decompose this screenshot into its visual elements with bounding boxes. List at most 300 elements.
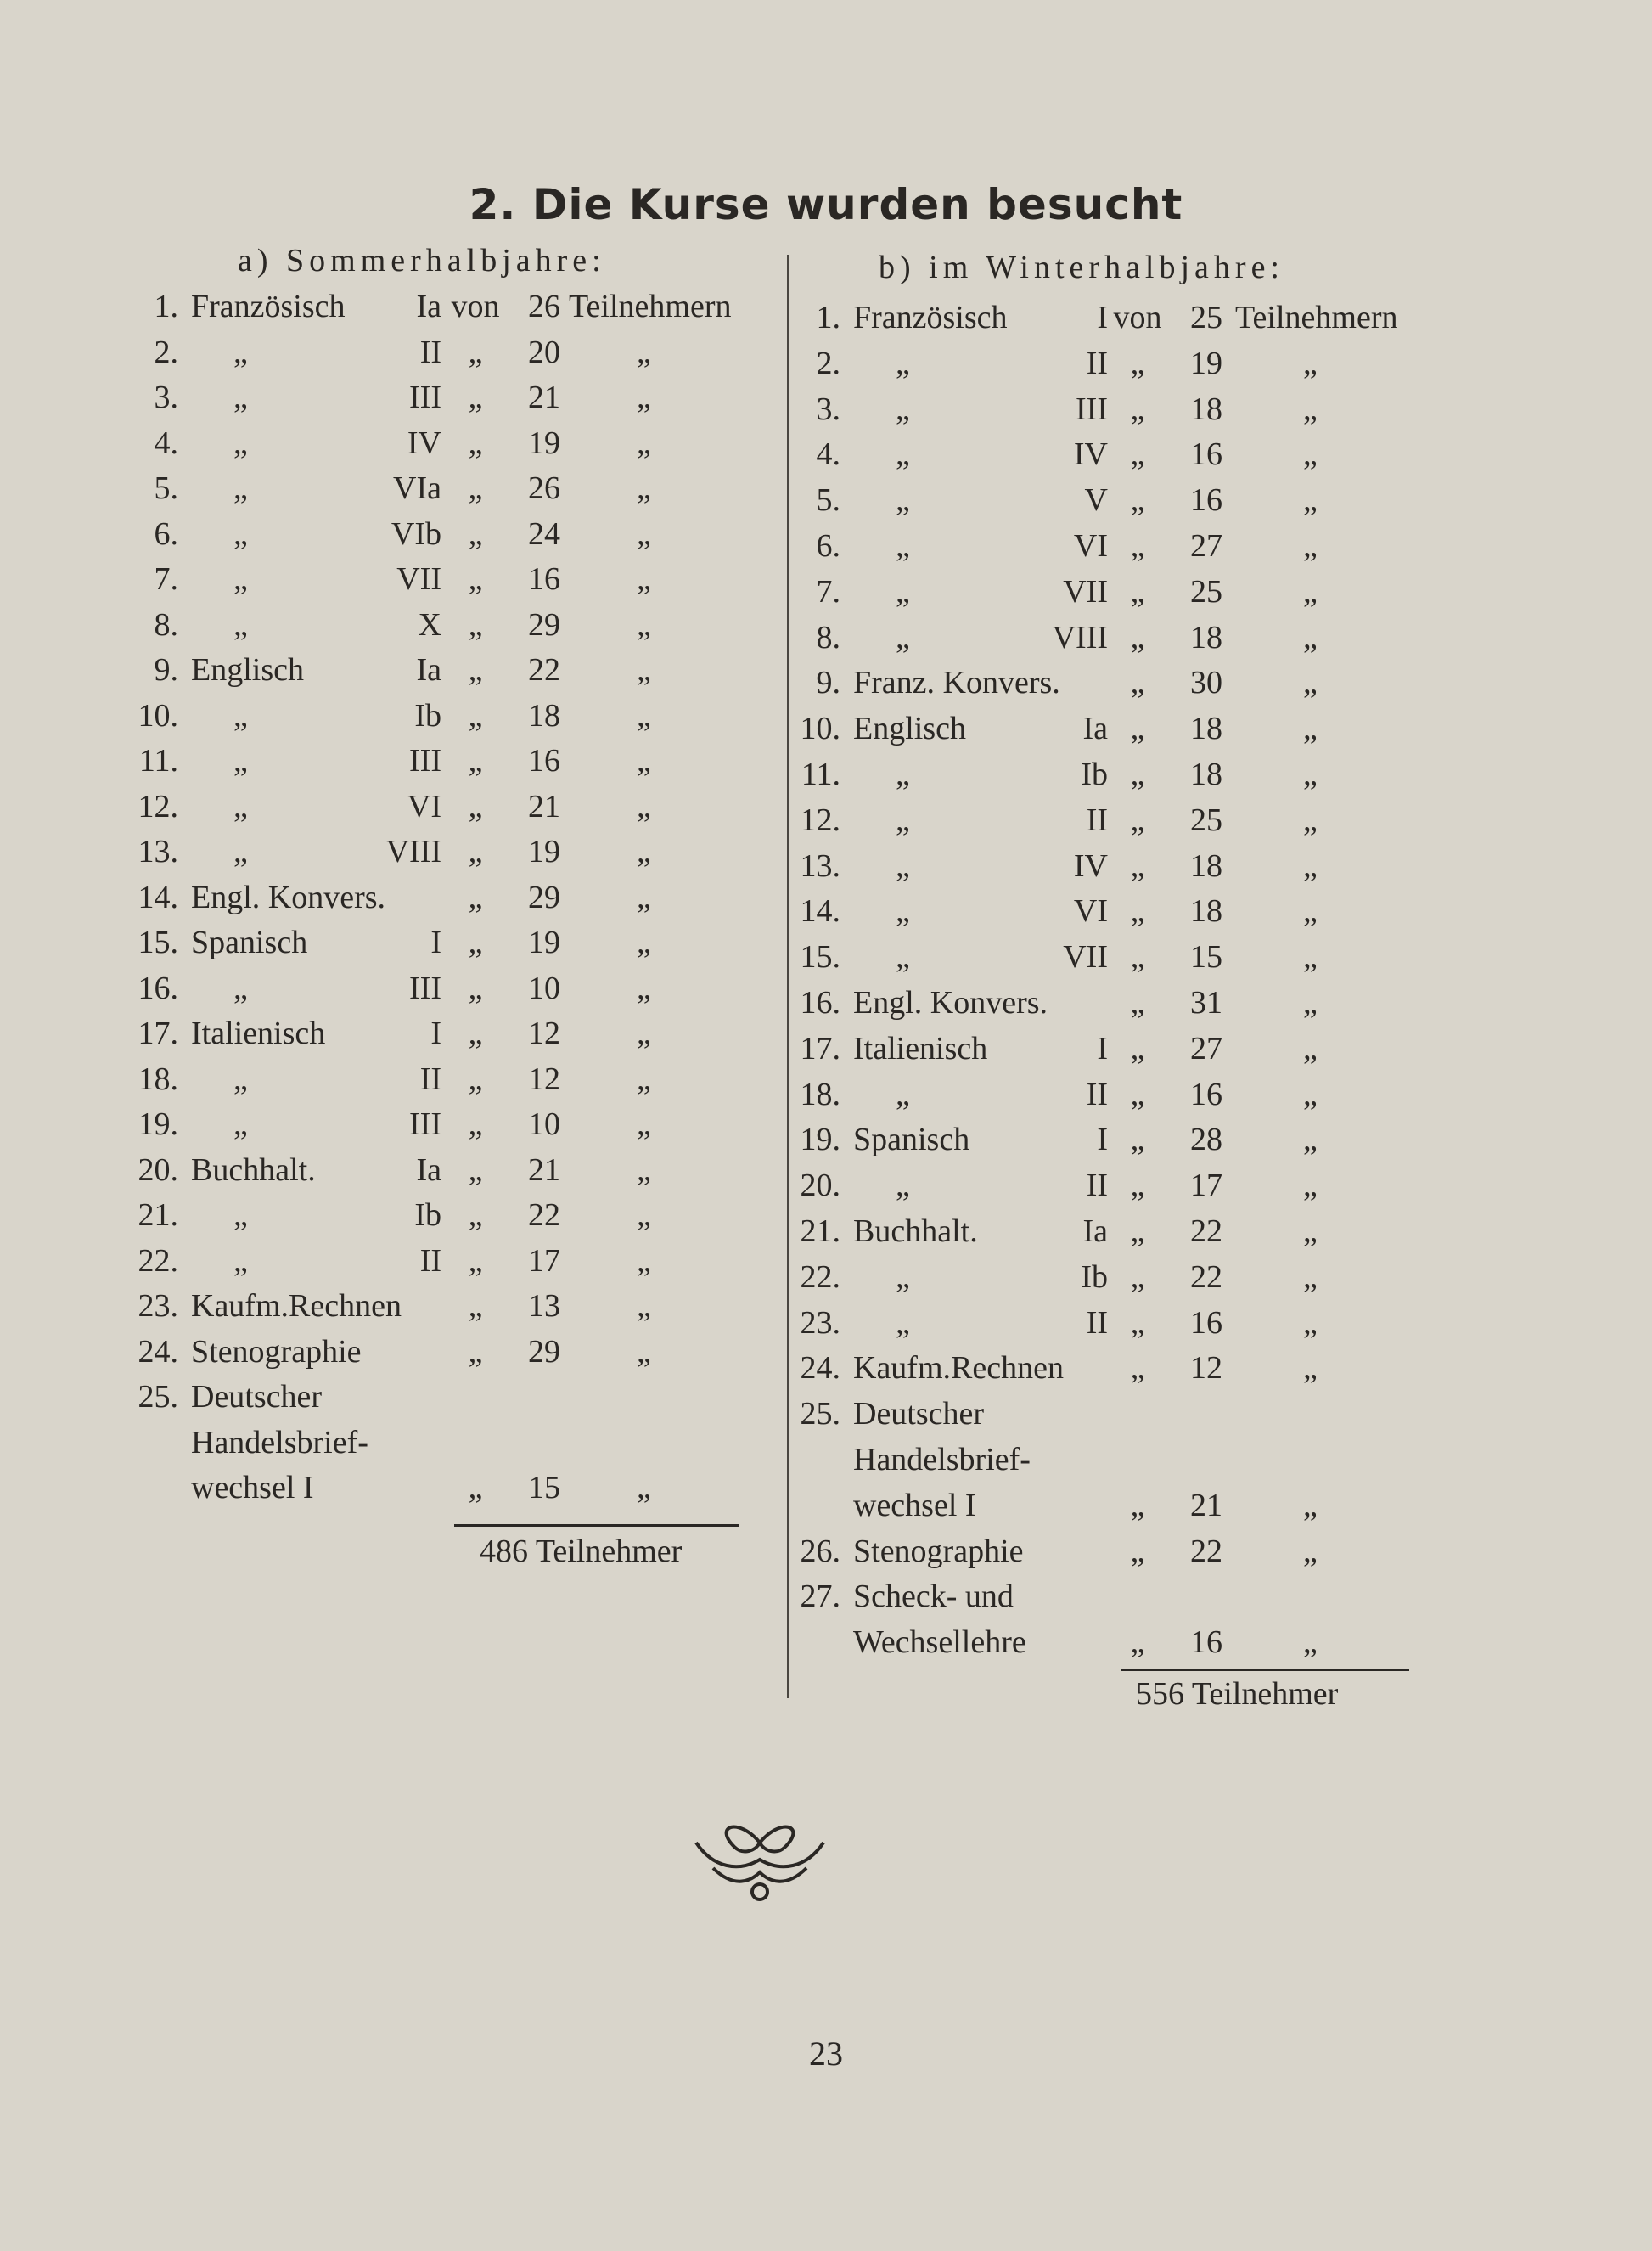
course-name: Spanisch bbox=[853, 1122, 970, 1158]
table-row bbox=[119, 830, 764, 874]
participant-count: 25 bbox=[1190, 802, 1222, 838]
course-level: III bbox=[409, 743, 441, 779]
course-name: „ bbox=[896, 345, 910, 381]
participant-count: 20 bbox=[528, 334, 560, 370]
unit-label: „ bbox=[1303, 391, 1318, 427]
participant-count: 22 bbox=[528, 652, 560, 688]
separator: „ bbox=[468, 743, 483, 779]
unit-label: „ bbox=[1303, 757, 1318, 792]
unit-label: „ bbox=[1303, 985, 1318, 1021]
unit-label: „ bbox=[1303, 1350, 1318, 1387]
separator: „ bbox=[1130, 1304, 1145, 1341]
separator: „ bbox=[1130, 1168, 1145, 1204]
separator: „ bbox=[468, 1288, 483, 1324]
separator: „ bbox=[1130, 1213, 1145, 1249]
participant-count: 16 bbox=[528, 561, 560, 597]
course-name: „ bbox=[233, 334, 248, 370]
table-row bbox=[781, 295, 1426, 340]
course-level: I bbox=[1097, 1122, 1108, 1158]
course-level: II bbox=[1086, 802, 1108, 838]
row-number: 2. bbox=[154, 334, 178, 370]
separator: „ bbox=[468, 925, 483, 960]
separator: „ bbox=[1130, 1030, 1145, 1066]
course-name: Engl. Konvers. bbox=[853, 985, 1048, 1021]
course-level: Ia bbox=[1082, 711, 1108, 747]
participant-count: 18 bbox=[1190, 619, 1222, 656]
separator: „ bbox=[1130, 436, 1145, 473]
separator: „ bbox=[468, 425, 483, 461]
separator: „ bbox=[468, 1333, 483, 1370]
participant-count: 29 bbox=[528, 879, 560, 915]
course-level: III bbox=[409, 970, 441, 1006]
course-level: IV bbox=[407, 425, 441, 461]
course-level: VIII bbox=[1052, 619, 1108, 656]
unit-label: „ bbox=[1303, 939, 1318, 976]
separator: „ bbox=[468, 834, 483, 869]
table-row bbox=[781, 981, 1426, 1025]
table-row bbox=[119, 512, 764, 556]
table-row bbox=[119, 1011, 764, 1055]
separator: „ bbox=[468, 697, 483, 734]
course-level: VI bbox=[1073, 893, 1108, 930]
course-level: Ia bbox=[416, 289, 441, 324]
participant-count: 21 bbox=[528, 380, 560, 415]
course-name: „ bbox=[233, 788, 248, 824]
table-row bbox=[119, 875, 764, 920]
row-number: 5. bbox=[154, 470, 178, 506]
participant-count: 30 bbox=[1190, 665, 1222, 701]
row-number: 22. bbox=[800, 1258, 840, 1295]
participant-count: 16 bbox=[1190, 436, 1222, 473]
participant-count: 13 bbox=[528, 1288, 560, 1324]
participant-count: 15 bbox=[1190, 939, 1222, 976]
table-row bbox=[781, 570, 1426, 614]
separator: „ bbox=[1130, 711, 1145, 747]
row-number: 8. bbox=[816, 619, 840, 656]
separator: „ bbox=[1130, 1533, 1145, 1569]
course-name: Kaufm.Rechnen bbox=[853, 1350, 1064, 1387]
separator: „ bbox=[468, 1061, 483, 1097]
course-name: Französisch bbox=[853, 300, 1008, 335]
course-level: III bbox=[409, 380, 441, 415]
row-number: 11. bbox=[138, 743, 178, 779]
course-level: Ia bbox=[1082, 1213, 1108, 1249]
table-row bbox=[781, 1620, 1426, 1664]
table-row bbox=[781, 432, 1426, 476]
table-row bbox=[781, 341, 1426, 385]
course-level: II bbox=[1086, 1076, 1108, 1112]
course-level: VIII bbox=[385, 834, 441, 869]
table-row bbox=[781, 798, 1426, 842]
table-row bbox=[119, 375, 764, 419]
course-name: Wechsellehre bbox=[853, 1624, 1026, 1661]
summer-column bbox=[119, 242, 764, 1601]
row-number: 1. bbox=[154, 289, 178, 324]
course-level: II bbox=[419, 1242, 441, 1279]
table-row bbox=[781, 1392, 1426, 1436]
unit-label: „ bbox=[637, 1288, 651, 1324]
row-number: 16. bbox=[800, 985, 840, 1021]
row-number: 19. bbox=[800, 1122, 840, 1158]
participant-count: 16 bbox=[528, 743, 560, 779]
row-number: 3. bbox=[154, 380, 178, 415]
page-heading: 2. Die Kurse wurden besucht bbox=[469, 180, 1183, 229]
separator: „ bbox=[468, 1197, 483, 1233]
row-number: 9. bbox=[154, 652, 178, 688]
separator: „ bbox=[468, 515, 483, 552]
table-row bbox=[781, 1117, 1426, 1162]
row-number: 17. bbox=[138, 1016, 178, 1051]
course-name: „ bbox=[896, 893, 910, 930]
course-name: „ bbox=[233, 1242, 248, 1279]
course-level: I bbox=[1097, 1030, 1108, 1066]
separator: „ bbox=[468, 470, 483, 506]
unit-label: „ bbox=[1303, 436, 1318, 473]
row-number: 20. bbox=[800, 1168, 840, 1204]
unit-label: „ bbox=[637, 561, 651, 597]
table-row bbox=[119, 1148, 764, 1192]
unit-label: „ bbox=[1303, 665, 1318, 701]
row-number: 23. bbox=[800, 1304, 840, 1341]
participant-count: 19 bbox=[528, 425, 560, 461]
table-row bbox=[119, 1421, 764, 1465]
course-level: VII bbox=[1063, 939, 1108, 976]
participant-count: 22 bbox=[1190, 1213, 1222, 1249]
row-number: 25. bbox=[138, 1379, 178, 1415]
unit-label: „ bbox=[637, 788, 651, 824]
table-row bbox=[119, 421, 764, 465]
separator: „ bbox=[468, 970, 483, 1006]
course-name: „ bbox=[896, 757, 910, 792]
table-row bbox=[781, 1072, 1426, 1117]
separator: „ bbox=[1130, 1624, 1145, 1661]
unit-label: „ bbox=[1303, 1533, 1318, 1569]
unit-label: „ bbox=[637, 743, 651, 779]
course-name: „ bbox=[896, 847, 910, 884]
separator: „ bbox=[1130, 1258, 1145, 1295]
table-row bbox=[781, 889, 1426, 933]
summer-title: a) Sommerhalbjahre: bbox=[238, 243, 606, 279]
separator: „ bbox=[1130, 1487, 1145, 1523]
table-row bbox=[781, 1529, 1426, 1573]
table-row bbox=[119, 603, 764, 647]
participant-count: 16 bbox=[1190, 1076, 1222, 1112]
course-name: Englisch bbox=[853, 711, 966, 747]
course-name: „ bbox=[233, 1197, 248, 1233]
course-name: „ bbox=[896, 573, 910, 610]
course-level: II bbox=[1086, 1168, 1108, 1204]
unit-label: „ bbox=[1303, 573, 1318, 610]
participant-count: 19 bbox=[528, 834, 560, 869]
course-name: Englisch bbox=[191, 652, 304, 688]
course-name: „ bbox=[896, 482, 910, 519]
table-row bbox=[119, 557, 764, 601]
course-name: Spanisch bbox=[191, 925, 308, 960]
course-name: „ bbox=[896, 619, 910, 656]
course-name: „ bbox=[233, 970, 248, 1006]
unit-label: „ bbox=[637, 1151, 651, 1188]
separator: „ bbox=[1130, 802, 1145, 838]
table-row bbox=[119, 648, 764, 692]
course-level: II bbox=[419, 1061, 441, 1097]
separator: „ bbox=[468, 380, 483, 415]
unit-label: „ bbox=[1303, 1076, 1318, 1112]
course-name: „ bbox=[233, 743, 248, 779]
course-level: VI bbox=[1073, 528, 1108, 564]
course-name: Buchhalt. bbox=[191, 1151, 316, 1188]
course-level: IV bbox=[1073, 436, 1108, 473]
row-number: 4. bbox=[816, 436, 840, 473]
separator: „ bbox=[468, 1470, 483, 1505]
separator: „ bbox=[1130, 619, 1145, 656]
separator: „ bbox=[468, 561, 483, 597]
course-level: Ib bbox=[414, 697, 441, 734]
unit-label: „ bbox=[1303, 1304, 1318, 1341]
page-number: 23 bbox=[809, 2034, 843, 2073]
row-number: 24. bbox=[138, 1333, 178, 1370]
unit-label: „ bbox=[637, 925, 651, 960]
participant-count: 16 bbox=[1190, 1624, 1222, 1661]
unit-label: „ bbox=[637, 380, 651, 415]
separator: „ bbox=[1130, 665, 1145, 701]
separator: „ bbox=[468, 606, 483, 643]
separator: „ bbox=[468, 334, 483, 370]
unit-label: „ bbox=[1303, 847, 1318, 884]
unit-label: „ bbox=[637, 697, 651, 734]
participant-count: 21 bbox=[528, 1151, 560, 1188]
participant-count: 18 bbox=[1190, 391, 1222, 427]
participant-count: 18 bbox=[1190, 847, 1222, 884]
participant-count: 27 bbox=[1190, 528, 1222, 564]
table-row bbox=[781, 706, 1426, 751]
separator: von bbox=[1113, 300, 1162, 335]
separator: „ bbox=[468, 1106, 483, 1142]
course-level: VIa bbox=[393, 470, 441, 506]
unit-label: Teilnehmern bbox=[569, 289, 732, 324]
course-name: „ bbox=[896, 1304, 910, 1341]
row-number: 17. bbox=[800, 1030, 840, 1066]
unit-label: „ bbox=[1303, 893, 1318, 930]
unit-label: Teilnehmern bbox=[1235, 300, 1398, 335]
unit-label: „ bbox=[637, 334, 651, 370]
row-number: 9. bbox=[816, 665, 840, 701]
separator: „ bbox=[1130, 573, 1145, 610]
course-name: „ bbox=[896, 1076, 910, 1112]
course-level: V bbox=[1084, 482, 1108, 519]
separator: „ bbox=[1130, 528, 1145, 564]
unit-label: „ bbox=[637, 834, 651, 869]
row-number: 8. bbox=[154, 606, 178, 643]
separator: „ bbox=[1130, 893, 1145, 930]
separator: „ bbox=[1130, 939, 1145, 976]
course-level: I bbox=[430, 1016, 441, 1051]
row-number: 13. bbox=[138, 834, 178, 869]
course-name: „ bbox=[233, 1061, 248, 1097]
separator: „ bbox=[468, 788, 483, 824]
row-number: 20. bbox=[138, 1151, 178, 1188]
table-row bbox=[119, 785, 764, 829]
unit-label: „ bbox=[1303, 1258, 1318, 1295]
row-number: 18. bbox=[138, 1061, 178, 1097]
course-name: „ bbox=[896, 1168, 910, 1204]
participant-count: 28 bbox=[1190, 1122, 1222, 1158]
course-name: Deutscher bbox=[191, 1379, 323, 1415]
course-name: Engl. Konvers. bbox=[191, 879, 386, 915]
separator: „ bbox=[468, 1016, 483, 1051]
table-row bbox=[781, 1209, 1426, 1253]
separator: „ bbox=[1130, 482, 1145, 519]
table-row bbox=[781, 524, 1426, 568]
course-name: wechsel I bbox=[853, 1487, 976, 1523]
course-name: „ bbox=[896, 802, 910, 838]
course-level: Ib bbox=[1081, 1258, 1108, 1295]
unit-label: „ bbox=[1303, 711, 1318, 747]
table-row bbox=[781, 1483, 1426, 1528]
course-name: Deutscher bbox=[853, 1396, 985, 1432]
summer-total-rule bbox=[454, 1524, 739, 1527]
participant-count: 15 bbox=[528, 1470, 560, 1505]
participant-count: 24 bbox=[528, 515, 560, 552]
course-name: Buchhalt. bbox=[853, 1213, 978, 1249]
row-number: 19. bbox=[138, 1106, 178, 1142]
table-row bbox=[781, 1301, 1426, 1345]
row-number: 7. bbox=[154, 561, 178, 597]
course-name: „ bbox=[233, 834, 248, 869]
unit-label: „ bbox=[1303, 1168, 1318, 1204]
table-row bbox=[119, 1375, 764, 1419]
winter-total-rule bbox=[1121, 1669, 1409, 1671]
row-number: 27. bbox=[800, 1579, 840, 1615]
table-row bbox=[119, 694, 764, 738]
unit-label: „ bbox=[1303, 1030, 1318, 1066]
unit-label: „ bbox=[637, 515, 651, 552]
participant-count: 27 bbox=[1190, 1030, 1222, 1066]
row-number: 10. bbox=[800, 711, 840, 747]
separator: „ bbox=[1130, 345, 1145, 381]
course-name: Italienisch bbox=[191, 1016, 326, 1051]
row-number: 14. bbox=[800, 893, 840, 930]
participant-count: 12 bbox=[528, 1016, 560, 1051]
row-number: 18. bbox=[800, 1076, 840, 1112]
course-level: III bbox=[1076, 391, 1108, 427]
course-name: „ bbox=[896, 528, 910, 564]
row-number: 10. bbox=[138, 697, 178, 734]
course-level: II bbox=[1086, 345, 1108, 381]
unit-label: „ bbox=[1303, 619, 1318, 656]
course-name: „ bbox=[233, 515, 248, 552]
separator: „ bbox=[468, 879, 483, 915]
unit-label: „ bbox=[637, 470, 651, 506]
course-name: Franz. Konvers. bbox=[853, 665, 1060, 701]
participant-count: 12 bbox=[528, 1061, 560, 1097]
course-level: I bbox=[430, 925, 441, 960]
table-row bbox=[119, 330, 764, 374]
course-name: „ bbox=[233, 425, 248, 461]
row-number: 25. bbox=[800, 1396, 840, 1432]
row-number: 4. bbox=[154, 425, 178, 461]
participant-count: 22 bbox=[1190, 1533, 1222, 1569]
unit-label: „ bbox=[637, 606, 651, 643]
table-row bbox=[119, 1284, 764, 1328]
participant-count: 16 bbox=[1190, 1304, 1222, 1341]
row-number: 2. bbox=[816, 345, 840, 381]
course-name: Kaufm.Rechnen bbox=[191, 1288, 402, 1324]
participant-count: 26 bbox=[528, 289, 560, 324]
separator: „ bbox=[1130, 391, 1145, 427]
winter-total: 556 Teilnehmer bbox=[1136, 1676, 1339, 1712]
table-row bbox=[119, 1057, 764, 1101]
table-row bbox=[781, 1027, 1426, 1071]
course-level: VII bbox=[396, 561, 441, 597]
unit-label: „ bbox=[1303, 1122, 1318, 1158]
participant-count: 22 bbox=[528, 1197, 560, 1233]
course-name: „ bbox=[233, 697, 248, 734]
unit-label: „ bbox=[1303, 345, 1318, 381]
row-number: 16. bbox=[138, 970, 178, 1006]
course-level: IV bbox=[1073, 847, 1108, 884]
separator: „ bbox=[1130, 757, 1145, 792]
unit-label: „ bbox=[1303, 1487, 1318, 1523]
participant-count: 29 bbox=[528, 1333, 560, 1370]
participant-count: 16 bbox=[1190, 482, 1222, 519]
course-name: „ bbox=[896, 1258, 910, 1295]
unit-label: „ bbox=[637, 1016, 651, 1051]
course-level: X bbox=[418, 606, 441, 643]
separator: „ bbox=[1130, 1076, 1145, 1112]
unit-label: „ bbox=[1303, 482, 1318, 519]
table-row bbox=[119, 1239, 764, 1283]
unit-label: „ bbox=[1303, 528, 1318, 564]
table-row bbox=[781, 616, 1426, 660]
participant-count: 21 bbox=[1190, 1487, 1222, 1523]
separator: „ bbox=[1130, 985, 1145, 1021]
unit-label: „ bbox=[637, 425, 651, 461]
table-row bbox=[781, 752, 1426, 796]
participant-count: 12 bbox=[1190, 1350, 1222, 1387]
course-name: Französisch bbox=[191, 289, 346, 324]
table-row bbox=[781, 1346, 1426, 1390]
row-number: 23. bbox=[138, 1288, 178, 1324]
participant-count: 29 bbox=[528, 606, 560, 643]
separator: „ bbox=[1130, 1350, 1145, 1387]
row-number: 1. bbox=[816, 300, 840, 335]
table-row bbox=[119, 966, 764, 1010]
separator: „ bbox=[468, 1242, 483, 1279]
table-row bbox=[781, 844, 1426, 888]
course-name: „ bbox=[233, 380, 248, 415]
row-number: 15. bbox=[800, 939, 840, 976]
table-row bbox=[119, 466, 764, 510]
participant-count: 25 bbox=[1190, 300, 1222, 335]
unit-label: „ bbox=[1303, 1624, 1318, 1661]
course-name: „ bbox=[896, 436, 910, 473]
row-number: 12. bbox=[800, 802, 840, 838]
separator: „ bbox=[1130, 847, 1145, 884]
course-name: „ bbox=[233, 606, 248, 643]
participant-count: 10 bbox=[528, 1106, 560, 1142]
participant-count: 17 bbox=[1190, 1168, 1222, 1204]
participant-count: 10 bbox=[528, 970, 560, 1006]
row-number: 21. bbox=[800, 1213, 840, 1249]
unit-label: „ bbox=[637, 1242, 651, 1279]
table-row bbox=[119, 1330, 764, 1374]
course-level: VII bbox=[1063, 573, 1108, 610]
table-row bbox=[781, 387, 1426, 431]
course-level: III bbox=[409, 1106, 441, 1142]
unit-label: „ bbox=[637, 970, 651, 1006]
course-level: Ia bbox=[416, 1151, 441, 1188]
course-level: Ia bbox=[416, 652, 441, 688]
